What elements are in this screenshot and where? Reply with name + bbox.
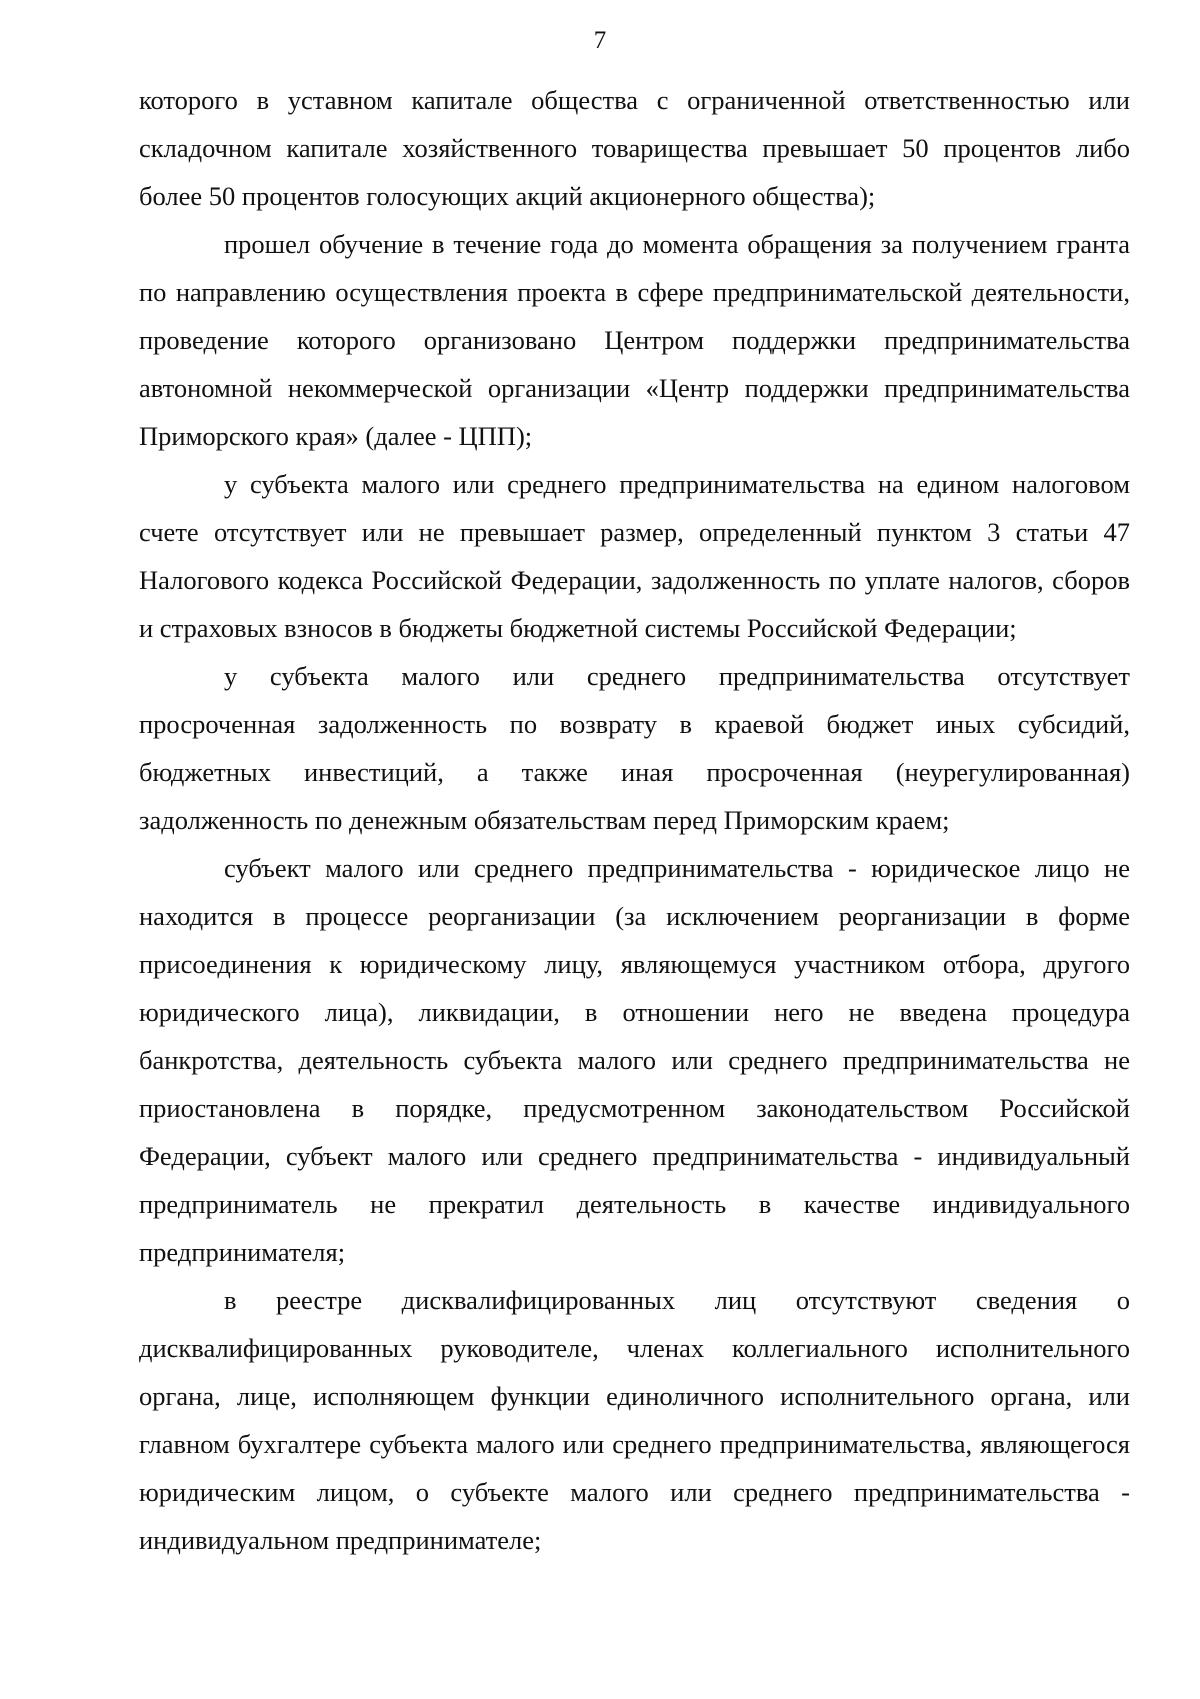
paragraph-disqualified-persons: в реестре дисквалифицированных лиц отсутствуют сведения о дисквалифицированных руководителе, членах коллегиального исполнительного органа, лице, исполняющем функции единоличного исполнительного органа, или главном бухгалтере субъекта малого или среднего предпринимательства, являющегося юридическим лицом, о субъекте малого или среднего предпринимательства - индивидуальном предпринимателе;: [139, 1285, 1130, 1555]
paragraph-overdue-debt: у субъекта малого или среднего предпринимательства отсутствует просроченная задолженность по возврату в краевой бюджет иных субсидий, бюджетных инвестиций, а также иная просроченная (неурегулированная) задолженность по денежным обязательствам перед Приморским краем;: [139, 661, 1130, 835]
paragraph-training-requirement: прошел обучение в течение года до момента обращения за получением гранта по направлению осуществления проекта в сфере предпринимательской деятельности, проведение которого организовано Центром поддержки предпринимательства автономной некоммерческой организации «Центр поддержки предпринимательства Приморского края» (далее - ЦПП);: [139, 229, 1130, 451]
paragraph-continuation: которого в уставном капитале общества с ограниченной ответственностью или складочном капитале хозяйственного товарищества превышает 50 процентов либо более 50 процентов голосующих акций акционерного общества);: [139, 85, 1130, 211]
page-number: 7: [593, 27, 607, 54]
document-body: [139, 76, 1130, 1564]
paragraph-reorganization: субъект малого или среднего предпринимательства - юридическое лицо не находится в процессе реорганизации (за исключением реорганизации в форме присоединения к юридическому лицу, являющемуся участником отбора, другого юридического лица), ликвидации, в отношении него не введена процедура банкротства, деятельность субъекта малого или среднего предпринимательства не приостановлена в порядке, предусмотренном законодательством Российской Федерации, субъект малого или среднего предпринимательства - индивидуальный предприниматель не прекратил деятельность в качестве индивидуального предпринимателя;: [139, 853, 1130, 1267]
paragraph-tax-debt: у субъекта малого или среднего предпринимательства на едином налоговом счете отсутствует или не превышает размер, определенный пунктом 3 статьи 47 Налогового кодекса Российской Федерации, задолженность по уплате налогов, сборов и страховых взносов в бюджеты бюджетной системы Российской Федерации;: [139, 469, 1130, 643]
